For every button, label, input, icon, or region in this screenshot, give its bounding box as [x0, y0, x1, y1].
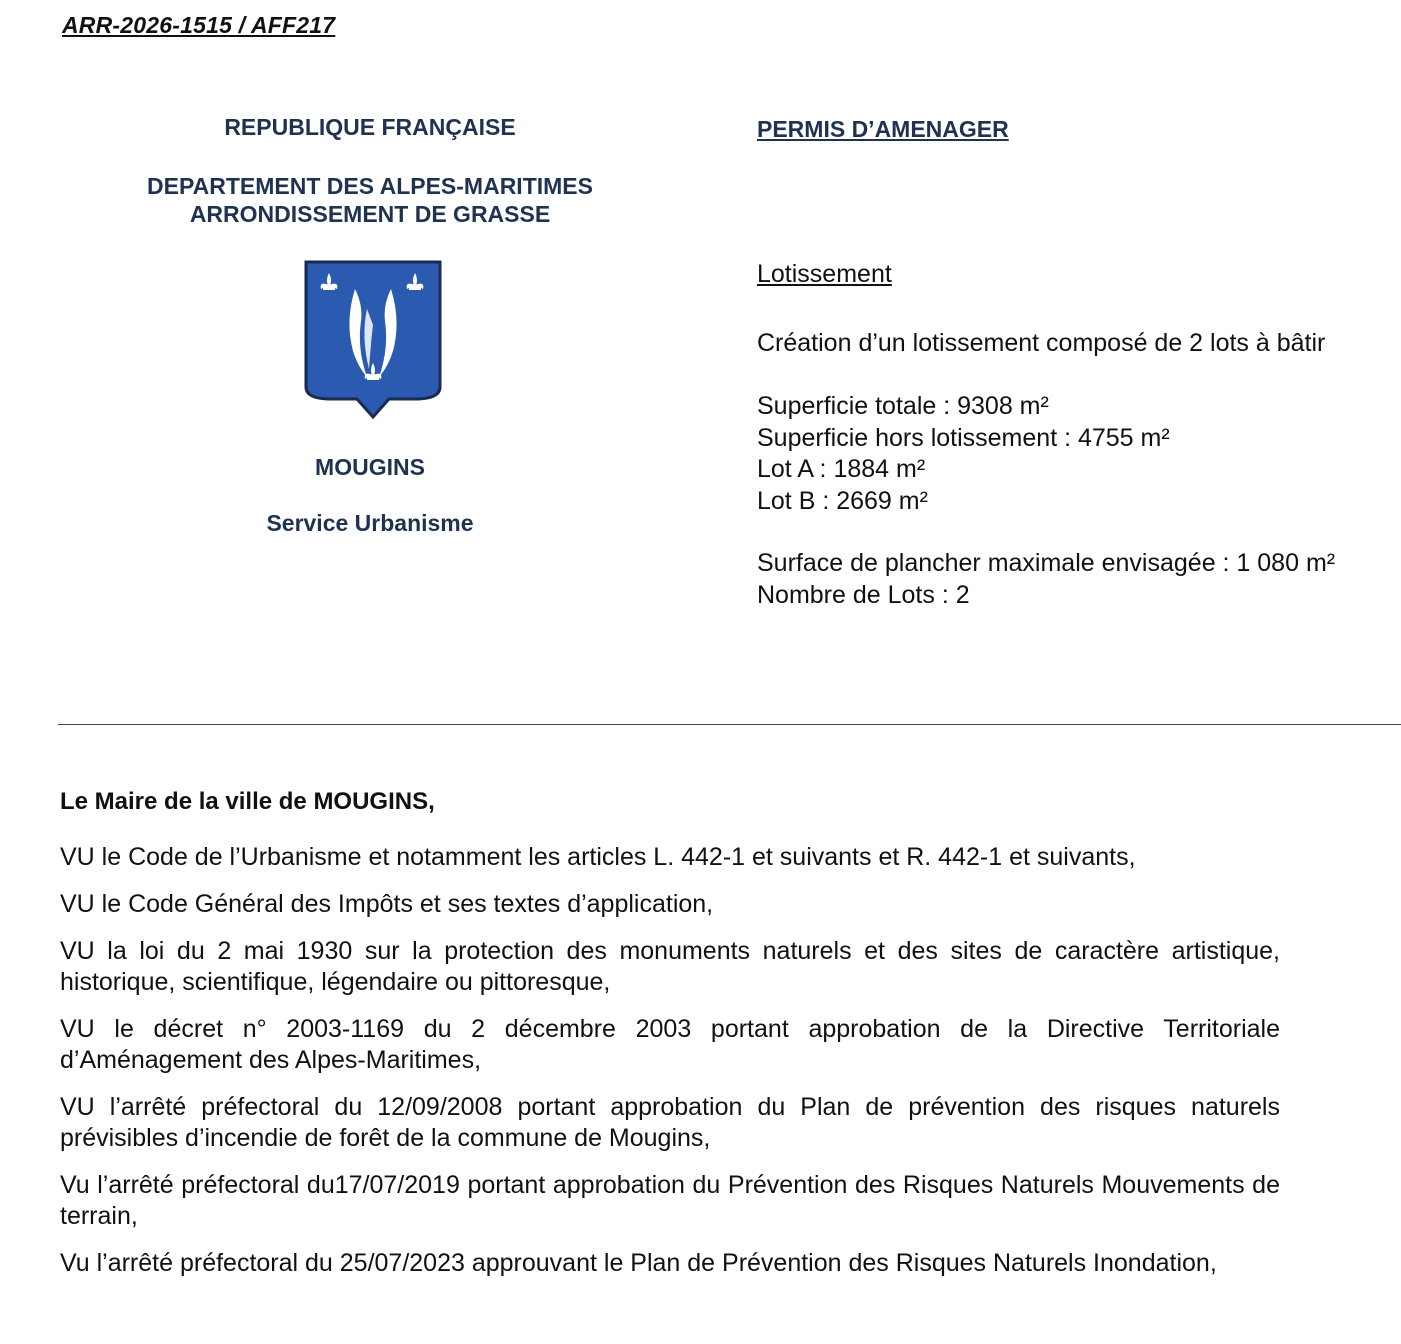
republique-heading: REPUBLIQUE FRANÇAISE	[224, 114, 516, 140]
decree-body	[60, 788, 1280, 1295]
reference-number: ARR-2026-1515 / AFF217	[62, 12, 336, 38]
departement-heading: DEPARTEMENT DES ALPES-MARITIMES	[147, 173, 593, 199]
vu-clause: Vu l’arrêté préfectoral du17/07/2019 portant approbation du Prévention des Risques Naturels Mouvements de terrain,	[60, 1171, 1280, 1230]
plancher-line: Surface de plancher maximale envisagée : 1 080 m²	[757, 549, 1336, 577]
surface-line: Lot A : 1884 m²	[757, 455, 926, 483]
permit-description: Création d’un lotissement composé de 2 lots à bâtir	[757, 329, 1326, 357]
service-name: Service Urbanisme	[266, 510, 474, 536]
vu-clause: VU le Code Général des Impôts et ses textes d’application,	[60, 890, 714, 918]
vu-clause: VU l’arrêté préfectoral du 12/09/2008 portant approbation du Plan de prévention des risques naturels prévisibles d’incendie de forêt de la commune de Mougins,	[60, 1093, 1280, 1152]
commune-name: MOUGINS	[315, 454, 425, 480]
vu-clause: VU le décret n° 2003-1169 du 2 décembre 2003 portant approbation de la Directive Territoriale d’Aménagement des Alpes-Maritimes,	[60, 1015, 1280, 1074]
permit-title: PERMIS D’AMENAGER	[757, 116, 1009, 142]
vu-clause: Vu l’arrêté préfectoral du 25/07/2023 approuvant le Plan de Prévention des Risques Naturels Inondation,	[60, 1249, 1217, 1277]
vu-clause: VU le Code de l’Urbanisme et notamment les articles L. 442-1 et suivants et R. 442-1 et suivants,	[60, 843, 1136, 871]
nombre-lots-line: Nombre de Lots : 2	[757, 580, 970, 609]
maire-heading: Le Maire de la ville de MOUGINS,	[60, 788, 435, 815]
vu-clause: VU la loi du 2 mai 1930 sur la protection des monuments naturels et des sites de caractère artistique, historique, scientifique, légendaire ou pittoresque,	[60, 937, 1280, 996]
plancher-block	[757, 548, 1335, 611]
surface-line: Lot B : 2669 m²	[757, 486, 928, 515]
surfaces-list	[757, 391, 1170, 517]
departement-block	[100, 172, 640, 228]
section-divider	[58, 724, 1401, 725]
surface-line: Superficie totale : 9308 m²	[757, 392, 1049, 420]
permit-type: Lotissement	[757, 260, 892, 288]
mougins-coat-of-arms-icon	[303, 259, 443, 421]
surface-line: Superficie hors lotissement : 4755 m²	[757, 423, 1170, 452]
arrondissement-heading: ARRONDISSEMENT DE GRASSE	[189, 201, 551, 227]
